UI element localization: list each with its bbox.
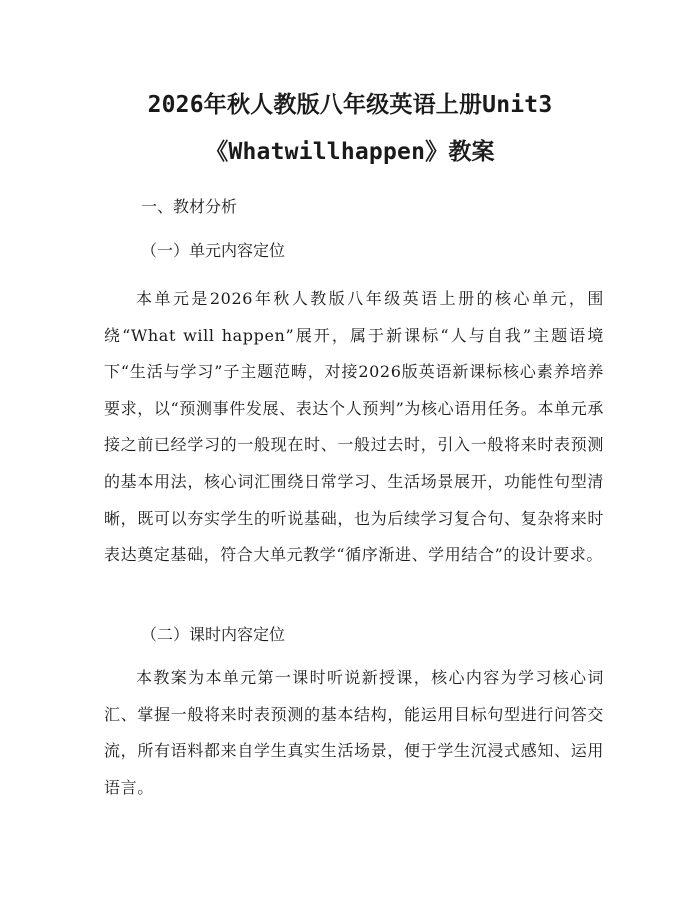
subsection-heading-lesson-positioning: （二）课时内容定位 <box>141 625 286 644</box>
paragraph-lesson-positioning: 本教案为本单元第一课时听说新授课，核心内容为学习核心词汇、掌握一般将来时表预测的基本结构，能运用目标句型进行问答交流，所有语料都来自学生真实生活场景，便于学生沉浸式感知、运用语言。 <box>104 668 604 797</box>
subsection-heading-unit-positioning: （一）单元内容定位 <box>141 241 286 260</box>
section-heading-textbook-analysis: 一、教材分析 <box>141 197 238 216</box>
document-title-line-1: 2026年秋人教版八年级英语上册Unit3 <box>147 92 553 118</box>
paragraph-unit-positioning: 本单元是2026年秋人教版八年级英语上册的核心单元，围绕“What will happen”展开，属于新课标“人与自我”主题语境下“生活与学习”子主题范畴，对接2026版英语新课标核心素养培养要求，以“预测事件发展、表达个人预判”为核心语用任务。本单元承接之前已经学习的一般现在时、一般过去时，引入一般将来时表预测的基本用法，核心词汇围绕日常学习、生活场景展开，功能性句型清晰，既可以夯实学生的听说基础，也为后续学习复合句、复杂将来时表达奠定基础，符合大单元教学“循序渐进、学用结合”的设计要求。 <box>104 289 604 565</box>
document-title-line-2: 《Whatwillhappen》教案 <box>205 139 495 165</box>
